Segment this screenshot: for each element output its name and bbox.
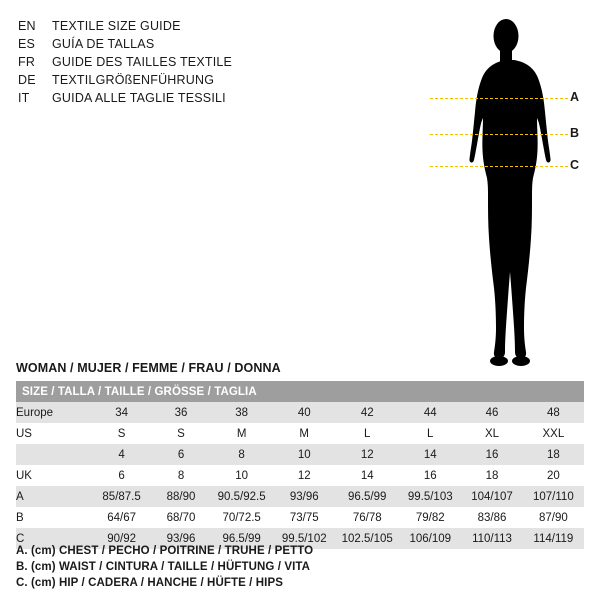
language-title: TEXTILE SIZE GUIDE bbox=[52, 19, 181, 33]
legend-line-a: A. (cm) CHEST / PECHO / POITRINE / TRUHE / PETTO bbox=[16, 545, 314, 557]
cell: 70/72.5 bbox=[210, 507, 273, 528]
cell: 107/110 bbox=[523, 486, 584, 507]
table-row bbox=[16, 486, 584, 507]
size-table bbox=[16, 381, 584, 549]
cell: 87/90 bbox=[523, 507, 584, 528]
body-silhouette-icon bbox=[430, 10, 590, 370]
cell: 106/109 bbox=[399, 528, 461, 549]
cell: 12 bbox=[273, 465, 335, 486]
cell: 79/82 bbox=[399, 507, 461, 528]
row-label bbox=[16, 444, 91, 465]
language-title: GUIDE DES TAILLES TEXTILE bbox=[52, 55, 233, 69]
cell: S bbox=[152, 423, 210, 444]
language-code: EN bbox=[18, 19, 36, 33]
cell: XL bbox=[461, 423, 522, 444]
cell: 90/92 bbox=[91, 528, 152, 549]
cell: 8 bbox=[152, 465, 210, 486]
cell: 20 bbox=[523, 465, 584, 486]
cell: 18 bbox=[461, 465, 522, 486]
cell: L bbox=[399, 423, 461, 444]
cell: 14 bbox=[399, 444, 461, 465]
cell: 8 bbox=[210, 444, 273, 465]
language-title: GUIDA ALLE TAGLIE TESSILI bbox=[52, 91, 226, 105]
cell: 88/90 bbox=[152, 486, 210, 507]
cell: 16 bbox=[399, 465, 461, 486]
row-label: US bbox=[16, 423, 91, 444]
cell: 114/119 bbox=[523, 528, 584, 549]
language-code: IT bbox=[18, 91, 30, 105]
cell: M bbox=[210, 423, 273, 444]
cell: 104/107 bbox=[461, 486, 522, 507]
cell: M bbox=[273, 423, 335, 444]
cell: 10 bbox=[210, 465, 273, 486]
legend-line-c: C. (cm) HIP / CADERA / HANCHE / HÜFTE / HIPS bbox=[16, 577, 284, 589]
cell: 64/67 bbox=[91, 507, 152, 528]
measurement-legend bbox=[16, 543, 576, 591]
cell: 96.5/99 bbox=[210, 528, 273, 549]
language-titles bbox=[18, 18, 318, 108]
language-row bbox=[18, 36, 318, 53]
legend-line-b: B. (cm) WAIST / CINTURA / TAILLE / HÜFTUNG / VITA bbox=[16, 561, 311, 573]
language-title: GUÍA DE TALLAS bbox=[52, 37, 155, 51]
language-row bbox=[18, 90, 318, 107]
cell: 38 bbox=[210, 402, 273, 423]
row-label: B bbox=[16, 507, 91, 528]
cell: L bbox=[335, 423, 399, 444]
cell: 93/96 bbox=[152, 528, 210, 549]
cell: 99.5/102 bbox=[273, 528, 335, 549]
cell: 85/87.5 bbox=[91, 486, 152, 507]
cell: 42 bbox=[335, 402, 399, 423]
language-row bbox=[18, 18, 318, 35]
measure-line-hip bbox=[430, 166, 568, 167]
language-code: FR bbox=[18, 55, 36, 69]
table-row bbox=[16, 507, 584, 528]
table-row bbox=[16, 423, 584, 444]
cell: 93/96 bbox=[273, 486, 335, 507]
female-silhouette-figure bbox=[430, 10, 590, 370]
row-label: Europe bbox=[16, 402, 91, 423]
cell: 46 bbox=[461, 402, 522, 423]
table-row bbox=[16, 402, 584, 423]
measure-line-chest bbox=[430, 98, 568, 99]
cell: 18 bbox=[523, 444, 584, 465]
cell: 6 bbox=[91, 465, 152, 486]
cell: 36 bbox=[152, 402, 210, 423]
table-caption: WOMAN / MUJER / FEMME / FRAU / DONNA bbox=[16, 361, 281, 375]
measure-line-waist bbox=[430, 134, 568, 135]
cell: 16 bbox=[461, 444, 522, 465]
measure-label-a: A bbox=[570, 90, 580, 104]
cell: 99.5/103 bbox=[399, 486, 461, 507]
cell: 12 bbox=[335, 444, 399, 465]
cell: 4 bbox=[91, 444, 152, 465]
cell: 73/75 bbox=[273, 507, 335, 528]
cell: 110/113 bbox=[461, 528, 522, 549]
cell: 68/70 bbox=[152, 507, 210, 528]
cell: 48 bbox=[523, 402, 584, 423]
measure-label-b: B bbox=[570, 126, 580, 140]
cell: 6 bbox=[152, 444, 210, 465]
language-row bbox=[18, 54, 318, 71]
cell: 40 bbox=[273, 402, 335, 423]
cell: 14 bbox=[335, 465, 399, 486]
measure-label-c: C bbox=[570, 158, 580, 172]
cell: 83/86 bbox=[461, 507, 522, 528]
cell: XXL bbox=[523, 423, 584, 444]
row-label: UK bbox=[16, 465, 91, 486]
row-label: C bbox=[16, 528, 91, 549]
cell: 44 bbox=[399, 402, 461, 423]
cell: S bbox=[91, 423, 152, 444]
cell: 76/78 bbox=[335, 507, 399, 528]
table-row bbox=[16, 465, 584, 486]
table-row bbox=[16, 444, 584, 465]
cell: 34 bbox=[91, 402, 152, 423]
language-code: ES bbox=[18, 37, 36, 51]
language-title: TEXTILGRÖßENFÜHRUNG bbox=[52, 73, 215, 87]
cell: 102.5/105 bbox=[335, 528, 399, 549]
cell: 90.5/92.5 bbox=[210, 486, 273, 507]
language-code: DE bbox=[18, 73, 36, 87]
table-header-label: SIZE / TALLA / TAILLE / GRÖSSE / TAGLIA bbox=[16, 381, 584, 402]
cell: 10 bbox=[273, 444, 335, 465]
row-label: A bbox=[16, 486, 91, 507]
table-header-row bbox=[16, 381, 584, 402]
language-row bbox=[18, 72, 318, 89]
cell: 96.5/99 bbox=[335, 486, 399, 507]
